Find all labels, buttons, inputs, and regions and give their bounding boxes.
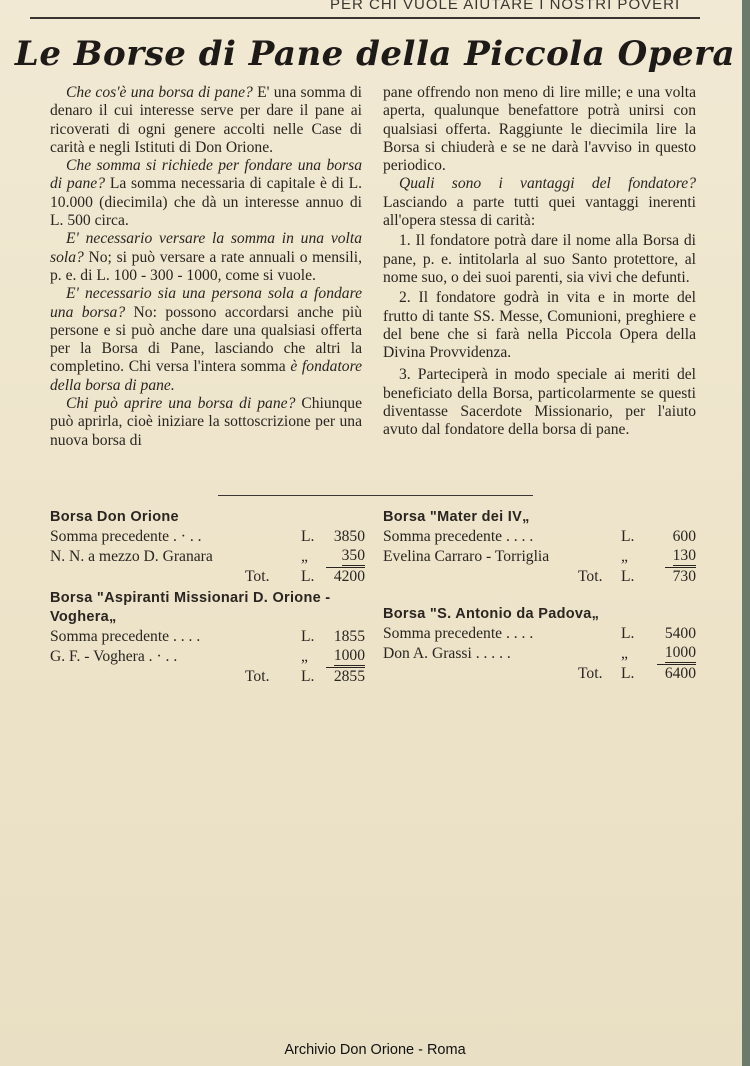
answer: Chiunque può aprirla, cioè iniziare la sottoscrizione per una nuova borsa di <box>50 395 362 449</box>
currency: L. <box>301 568 315 585</box>
currency: L. <box>621 568 635 585</box>
header-rule <box>30 17 700 19</box>
ledger-heading: Borsa "S. Antonio da Padova„ <box>383 606 600 622</box>
currency: „ <box>621 645 628 662</box>
paragraph <box>383 175 696 230</box>
donor: Somma precedente . . . . <box>50 628 201 645</box>
total-amount: 730 <box>665 567 696 586</box>
total-label: Tot. <box>245 668 270 685</box>
total-label: Tot. <box>578 665 603 682</box>
donor: Somma precedente . · . . <box>50 528 202 545</box>
total-amount: 2855 <box>326 667 365 686</box>
answer: E' una somma di denaro il cui interesse serve per dare il pane ai ricoverati di ogni genere accolti nelle Case di carità e negli Istituti di Don Orione. <box>50 84 362 156</box>
currency: L. <box>301 528 315 545</box>
list-item: 1. Il fondatore potrà dare il nome alla Borsa di pane, p. e. intitolarla al suo Santo protettore, al nome suo, o dei suoi parenti, sia vivi che defunti. <box>383 232 696 286</box>
currency: „ <box>301 548 308 565</box>
ledger-row <box>383 644 696 664</box>
amount: 130 <box>672 547 696 564</box>
amount: 5400 <box>664 625 696 642</box>
ledger-total <box>50 667 365 687</box>
question: E' necessario sia una persona sola a fondare una borsa? <box>50 285 362 321</box>
left-column <box>50 84 362 450</box>
currency: „ <box>301 648 308 665</box>
ledger-row <box>383 527 696 547</box>
running-head: PER CHI VUOLE AIUTARE I NOSTRI POVERI <box>330 0 680 13</box>
amount: 350 <box>341 547 365 564</box>
question: E' necessario versare la somma in una volta sola? <box>50 230 362 266</box>
total-amount: 6400 <box>657 664 696 683</box>
paragraph <box>50 285 362 395</box>
list-item: 2. Il fondatore godrà in vita e in morte del frutto di tante SS. Messe, Comunioni, preghiere e del bene che si farà nella Piccola Opera della Divina Provvidenza. <box>383 289 696 362</box>
section-divider <box>218 495 533 496</box>
article-title: Le Borse di Pane della Piccola Opera <box>14 34 736 74</box>
total-label: Tot. <box>245 568 270 585</box>
answer: Lasciando a parte tutti quei vantaggi inerenti all'opera stessa di carità: <box>383 193 696 230</box>
paragraph-continuation: pane offrendo non meno di lire mille; e una volta aperta, qualunque benefattore potrà unirsi con qualsiasi offerta. Raggiunte le diecimila lire la Borsa si chiuderà e se ne darà l'avviso in questo periodico. <box>383 84 696 175</box>
ledger-block <box>50 508 365 687</box>
question: Che cos'è una borsa di pane? <box>66 84 253 101</box>
ledger-block <box>383 605 696 684</box>
archive-footer: Archivio Don Orione - Roma <box>284 1042 466 1058</box>
ledger-row <box>50 527 365 547</box>
ledger-heading: Borsa Don Orione <box>50 509 179 525</box>
right-column <box>383 84 696 440</box>
ledger-row <box>50 647 365 667</box>
amount: 1855 <box>333 628 365 645</box>
question: Che somma si richiede per fondare una borsa di pane? <box>50 157 362 193</box>
total-amount: 4200 <box>326 567 365 586</box>
donor: Somma precedente . . . . <box>383 625 534 642</box>
ledger-total <box>383 567 696 587</box>
question: Quali sono i vantaggi del fondatore? <box>399 175 696 193</box>
paragraph <box>50 157 362 230</box>
ledger-row <box>383 547 696 567</box>
answer: No: possono accordarsi anche più persone e si può anche dare una qualsiasi offerta per la Borsa di Pane, lasciando che altri la completino. Chi versa l'intera somma <box>50 303 362 376</box>
total-label: Tot. <box>578 568 603 585</box>
donor: Somma precedente . . . . <box>383 528 534 545</box>
show-through-watermark <box>150 820 710 940</box>
amount: 1000 <box>664 644 696 661</box>
currency: L. <box>301 668 315 685</box>
ledger-heading: Borsa "Mater dei IV„ <box>383 509 530 525</box>
question: Chi può aprire una borsa di pane? <box>66 395 296 413</box>
currency: L. <box>621 528 635 545</box>
ledger-row <box>383 624 696 644</box>
ledger-block <box>383 508 696 587</box>
donor: N. N. a mezzo D. Granara <box>50 548 213 565</box>
emphasis: è fondatore della borsa di pane. <box>50 358 362 394</box>
list-item: 3. Parteciperà in modo speciale ai meriti del beneficiato della Borsa, particolarmente se questi diventasse Sacerdote Missionario, per l'aiuto avuto dal fondatore della borsa di pane. <box>383 366 696 439</box>
currency: L. <box>301 628 315 645</box>
ledger-total <box>50 567 365 587</box>
page-edge <box>742 0 750 1066</box>
paragraph <box>50 395 362 450</box>
ledger-row <box>50 547 365 567</box>
amount: 1000 <box>333 647 365 664</box>
paragraph <box>50 84 362 157</box>
amount: 600 <box>672 528 696 545</box>
answer: La somma necessaria di capitale è di L. 10.000 (diecimila) che dà un interesse annuo di L. 500 circa. <box>50 175 362 230</box>
donor: Don A. Grassi . . . . . <box>383 645 511 662</box>
ledger-row <box>50 627 365 647</box>
currency: L. <box>621 625 635 642</box>
donor: G. F. - Voghera . · . . <box>50 648 178 665</box>
currency: „ <box>621 548 628 565</box>
answer: No; si può versare a rate annuali o mensili, p. e. di L. 100 - 300 - 1000, come si vuole. <box>50 248 362 284</box>
amount: 3850 <box>333 528 365 545</box>
donor: Evelina Carraro - Torriglia <box>383 548 550 565</box>
ledger-total <box>383 664 696 684</box>
currency: L. <box>621 665 635 682</box>
ledger-heading: Borsa "Aspiranti Missionari D. Orione - Voghera„ <box>50 590 331 625</box>
paragraph <box>50 230 362 285</box>
